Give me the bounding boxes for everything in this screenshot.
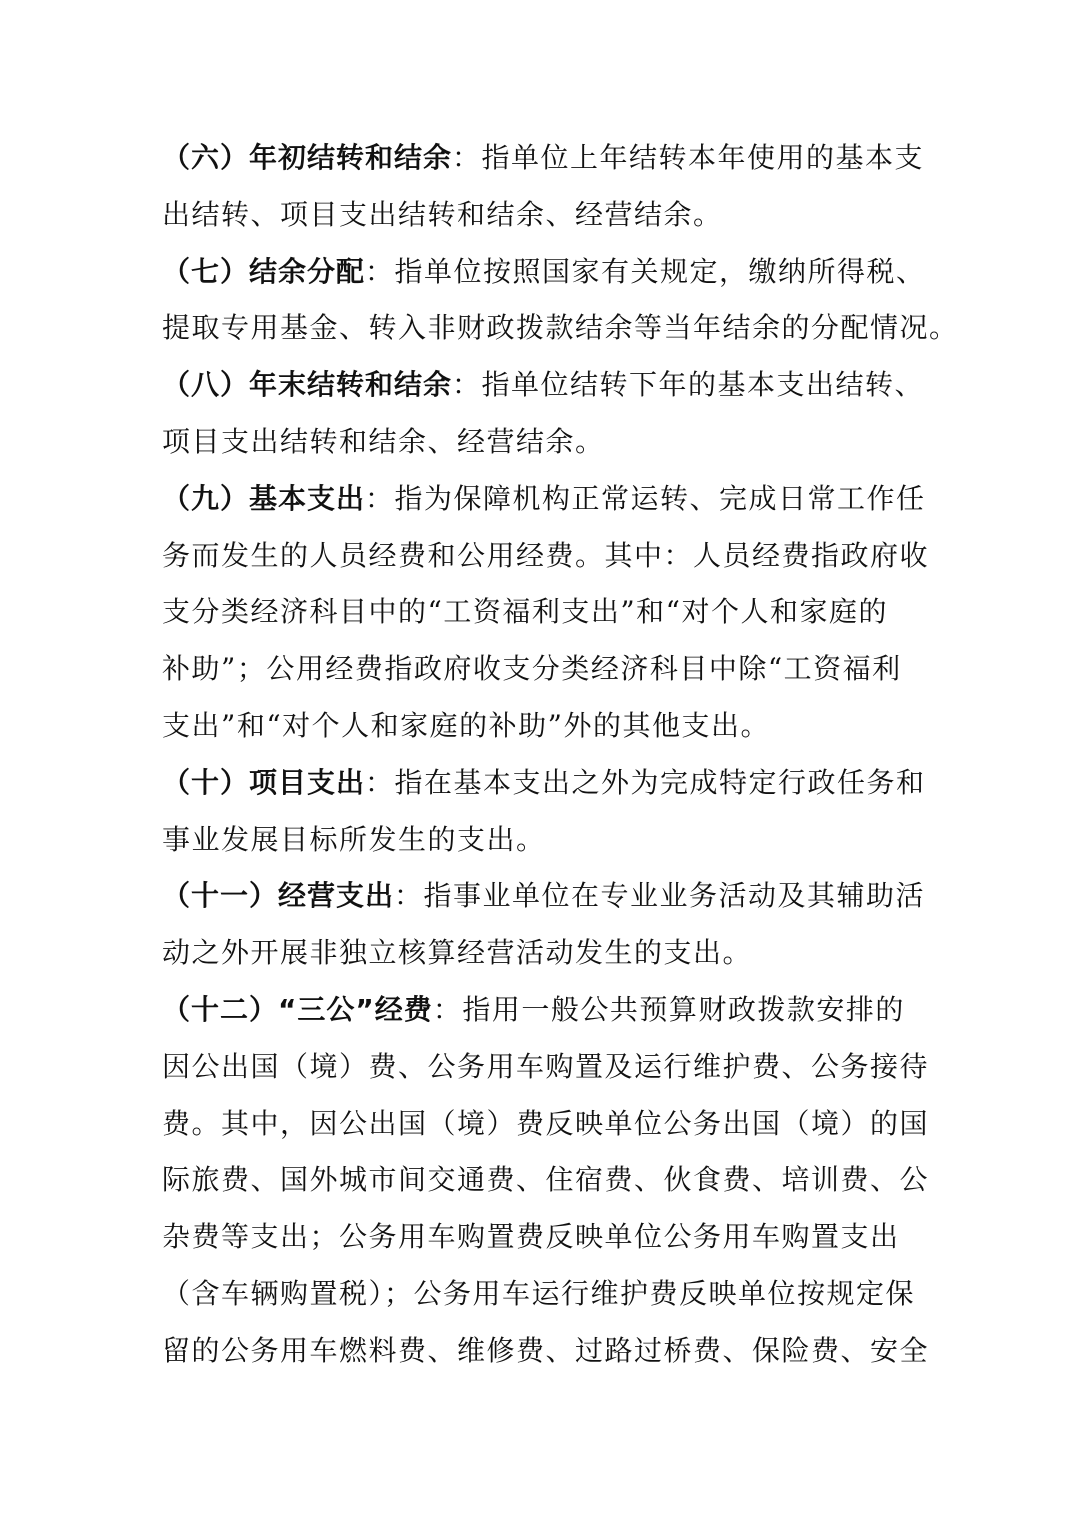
term-definition-text: ：指单位上年结转本年使用的基本支 [452,141,925,174]
paragraph-line: 留的公务用车燃料费、维修费、过路过桥费、保险费、安全 [162,1333,930,1367]
paragraph-line: 补助”；公用经费指政府收支分类经济科目中除“工资福利 [162,652,902,686]
term-definition-text: ：指单位结转下年的基本支出结转、 [452,368,925,402]
paragraph-line [162,982,922,1039]
paragraph-line [162,471,926,528]
term-heading: （十一）经营支出 [162,879,395,913]
paragraph-carryover-beginning [162,130,925,244]
paragraph-line: 项目支出结转和结余、经营结余。 [162,424,605,458]
paragraph-surplus-distribution [162,244,959,358]
paragraph-line: 支出”和“对个人和家庭的补助”外的其他支出。 [162,708,770,742]
term-definition-text: ：指事业单位在专业业务活动及其辅助活 [394,879,926,913]
paragraph-basic-expenditure [162,471,930,755]
term-definition-text: ：指为保障机构正常运转、完成日常工作任 [365,481,926,515]
paragraph-line: 提取专用基金、转入非财政拨款结余等当年结余的分配情况。 [162,311,959,345]
paragraph-line: 际旅费、国外城市间交通费、住宿费、伙食费、培训费、公 [162,1163,930,1197]
paragraph-line [162,755,926,812]
paragraph-carryover-end [162,357,925,471]
paragraph-line [162,868,926,925]
term-heading: （九）基本支出 [162,481,366,515]
term-heading: （六）年初结转和结余 [162,141,453,174]
paragraph-line: 出结转、项目支出结转和结余、经营结余。 [162,197,723,231]
paragraph-line: 因公出国（境）费、公务用车购置及运行维护费、公务接待 [162,1049,930,1083]
paragraph-line [162,357,925,414]
paragraph-line: 费。其中，因公出国（境）费反映单位公务出国（境）的国 [162,1106,930,1140]
term-heading: （十二）“三公”经费 [162,992,433,1026]
paragraph-line: 动之外开展非独立核算经营活动发生的支出。 [162,936,753,970]
paragraph-line: 事业发展目标所发生的支出。 [162,822,546,856]
term-heading: （十）项目支出 [162,765,366,799]
paragraph-line: 支分类经济科目中的“工资福利支出”和“对个人和家庭的 [162,595,888,629]
paragraph-line [162,244,926,301]
paragraph-line: 务而发生的人员经费和公用经费。其中：人员经费指政府收 [162,538,930,572]
paragraph-line [162,130,925,187]
term-definition-text: ：指用一般公共预算财政拨款安排的 [432,992,905,1026]
paragraph-three-public-expenses [162,982,930,1380]
document-body [162,130,959,1380]
paragraph-operating-expenditure [162,868,926,982]
term-heading: （八）年末结转和结余 [162,368,453,402]
term-heading: （七）结余分配 [162,254,366,288]
paragraph-project-expenditure [162,755,926,869]
term-definition-text: ：指单位按照国家有关规定，缴纳所得税、 [365,254,926,288]
term-definition-text: ：指在基本支出之外为完成特定行政任务和 [365,765,926,799]
paragraph-line: 杂费等支出；公务用车购置费反映单位公务用车购置支出 [162,1220,900,1254]
paragraph-line: （含车辆购置税）；公务用车运行维护费反映单位按规定保 [162,1276,916,1310]
